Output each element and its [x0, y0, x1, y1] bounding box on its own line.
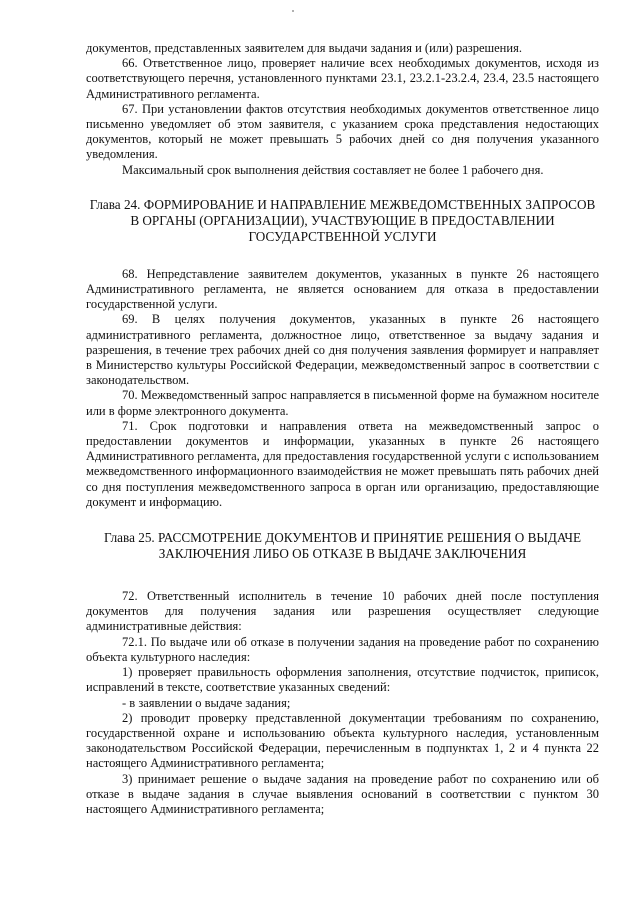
- chapter-24-heading: Глава 24. ФОРМИРОВАНИЕ И НАПРАВЛЕНИЕ МЕЖВЕДОМСТВЕННЫХ ЗАПРОСОВ В ОРГАНЫ (ОРГАНИЗАЦИИ), УЧАСТВУЮЩИЕ В ПРЕДОСТАВЛЕНИИ ГОСУДАРСТВЕННОЙ УСЛУГИ: [89, 196, 596, 244]
- paragraph-68: 68. Непредставление заявителем документов, указанных в пункте 26 настоящего Административного регламента, не является основанием для отказа в предоставлении государственной услуги.: [86, 266, 599, 312]
- paragraph-72-1-item-1: 1) проверяет правильность оформления заполнения, отсутствие подчисток, приписок, исправлений в тексте, соответствие указанных сведений:: [86, 665, 599, 695]
- paragraph-72-1-item-3: 3) принимает решение о выдаче задания на проведение работ по сохранению или об отказе в выдаче задания в случае выявления оснований в соответствии с пунктом 30 настоящего Административного регламента;: [86, 771, 599, 816]
- chapter-25-heading: Глава 25. РАССМОТРЕНИЕ ДОКУМЕНТОВ И ПРИНЯТИЕ РЕШЕНИЯ О ВЫДАЧЕ ЗАКЛЮЧЕНИЯ ЛИБО ОБ ОТКАЗЕ В ВЫДАЧЕ ЗАКЛЮЧЕНИЯ: [103, 530, 582, 562]
- paragraph-continuation: документов, представленных заявителем для выдачи задания и (или) разрешения.: [86, 41, 522, 55]
- paragraph-66: 66. Ответственное лицо, проверяет наличие всех необходимых документов, исходя из соответствующего перечня, установленного пунктами 23.1, 23.2.1-23.2.4, 23.4, 23.5 настоящего Административного регламента.: [86, 56, 599, 101]
- paragraph-71: 71. Срок подготовки и направления ответа на межведомственный запрос о предоставлении документов и информации, указанных в пункте 26 настоящего Административного регламента, для предоставления государственной услуги с использованием межведомственного информационного взаимодействия не может превышать пять рабочих дней со дня поступления межведомственного запроса в орган или организацию, предоставляющие документ и информацию.: [86, 418, 599, 509]
- scan-speck: [292, 10, 294, 12]
- paragraph-69: 69. В целях получения документов, указанных в пункте 26 настоящего административного регламента, должностное лицо, ответственное за выдачу задания и разрешения, в течение трех рабочих дней со дня получения заявления формирует и направляет в Министерство культуры Российской Федерации, межведомственный запрос в соответствии с законодательством.: [86, 312, 599, 388]
- document-body: [86, 41, 599, 817]
- paragraph-max-term: Максимальный срок выполнения действия составляет не более 1 рабочего дня.: [122, 162, 544, 177]
- paragraph-67: 67. При установлении фактов отсутствия необходимых документов ответственное лицо письменно уведомляет об этом заявителя, с указанием срока представления недостающих документов, который не может превышать 5 рабочих дней со дня получения указанного уведомления.: [86, 101, 599, 162]
- paragraph-72: 72. Ответственный исполнитель в течение 10 рабочих дней после поступления документов для получения задания или разрешения осуществляет следующие административные действия:: [86, 589, 599, 634]
- paragraph-72-1-item-2: 2) проводит проверку представленной документации требованиям по сохранению, государственной охране и использованию объекта культурного наследия, установленным законодательством Российской Федерации, перечисленным в подпунктах 1, 2 и 4 пункта 22 настоящего Административного регламента;: [86, 710, 599, 771]
- paragraph-72-1-subitem: - в заявлении о выдаче задания;: [122, 695, 291, 710]
- paragraph-70: 70. Межведомственный запрос направляется в письменной форме на бумажном носителе или в форме электронного документа.: [86, 388, 599, 418]
- paragraph-72-1: 72.1. По выдаче или об отказе в получении задания на проведение работ по сохранению объекта культурного наследия:: [86, 634, 599, 664]
